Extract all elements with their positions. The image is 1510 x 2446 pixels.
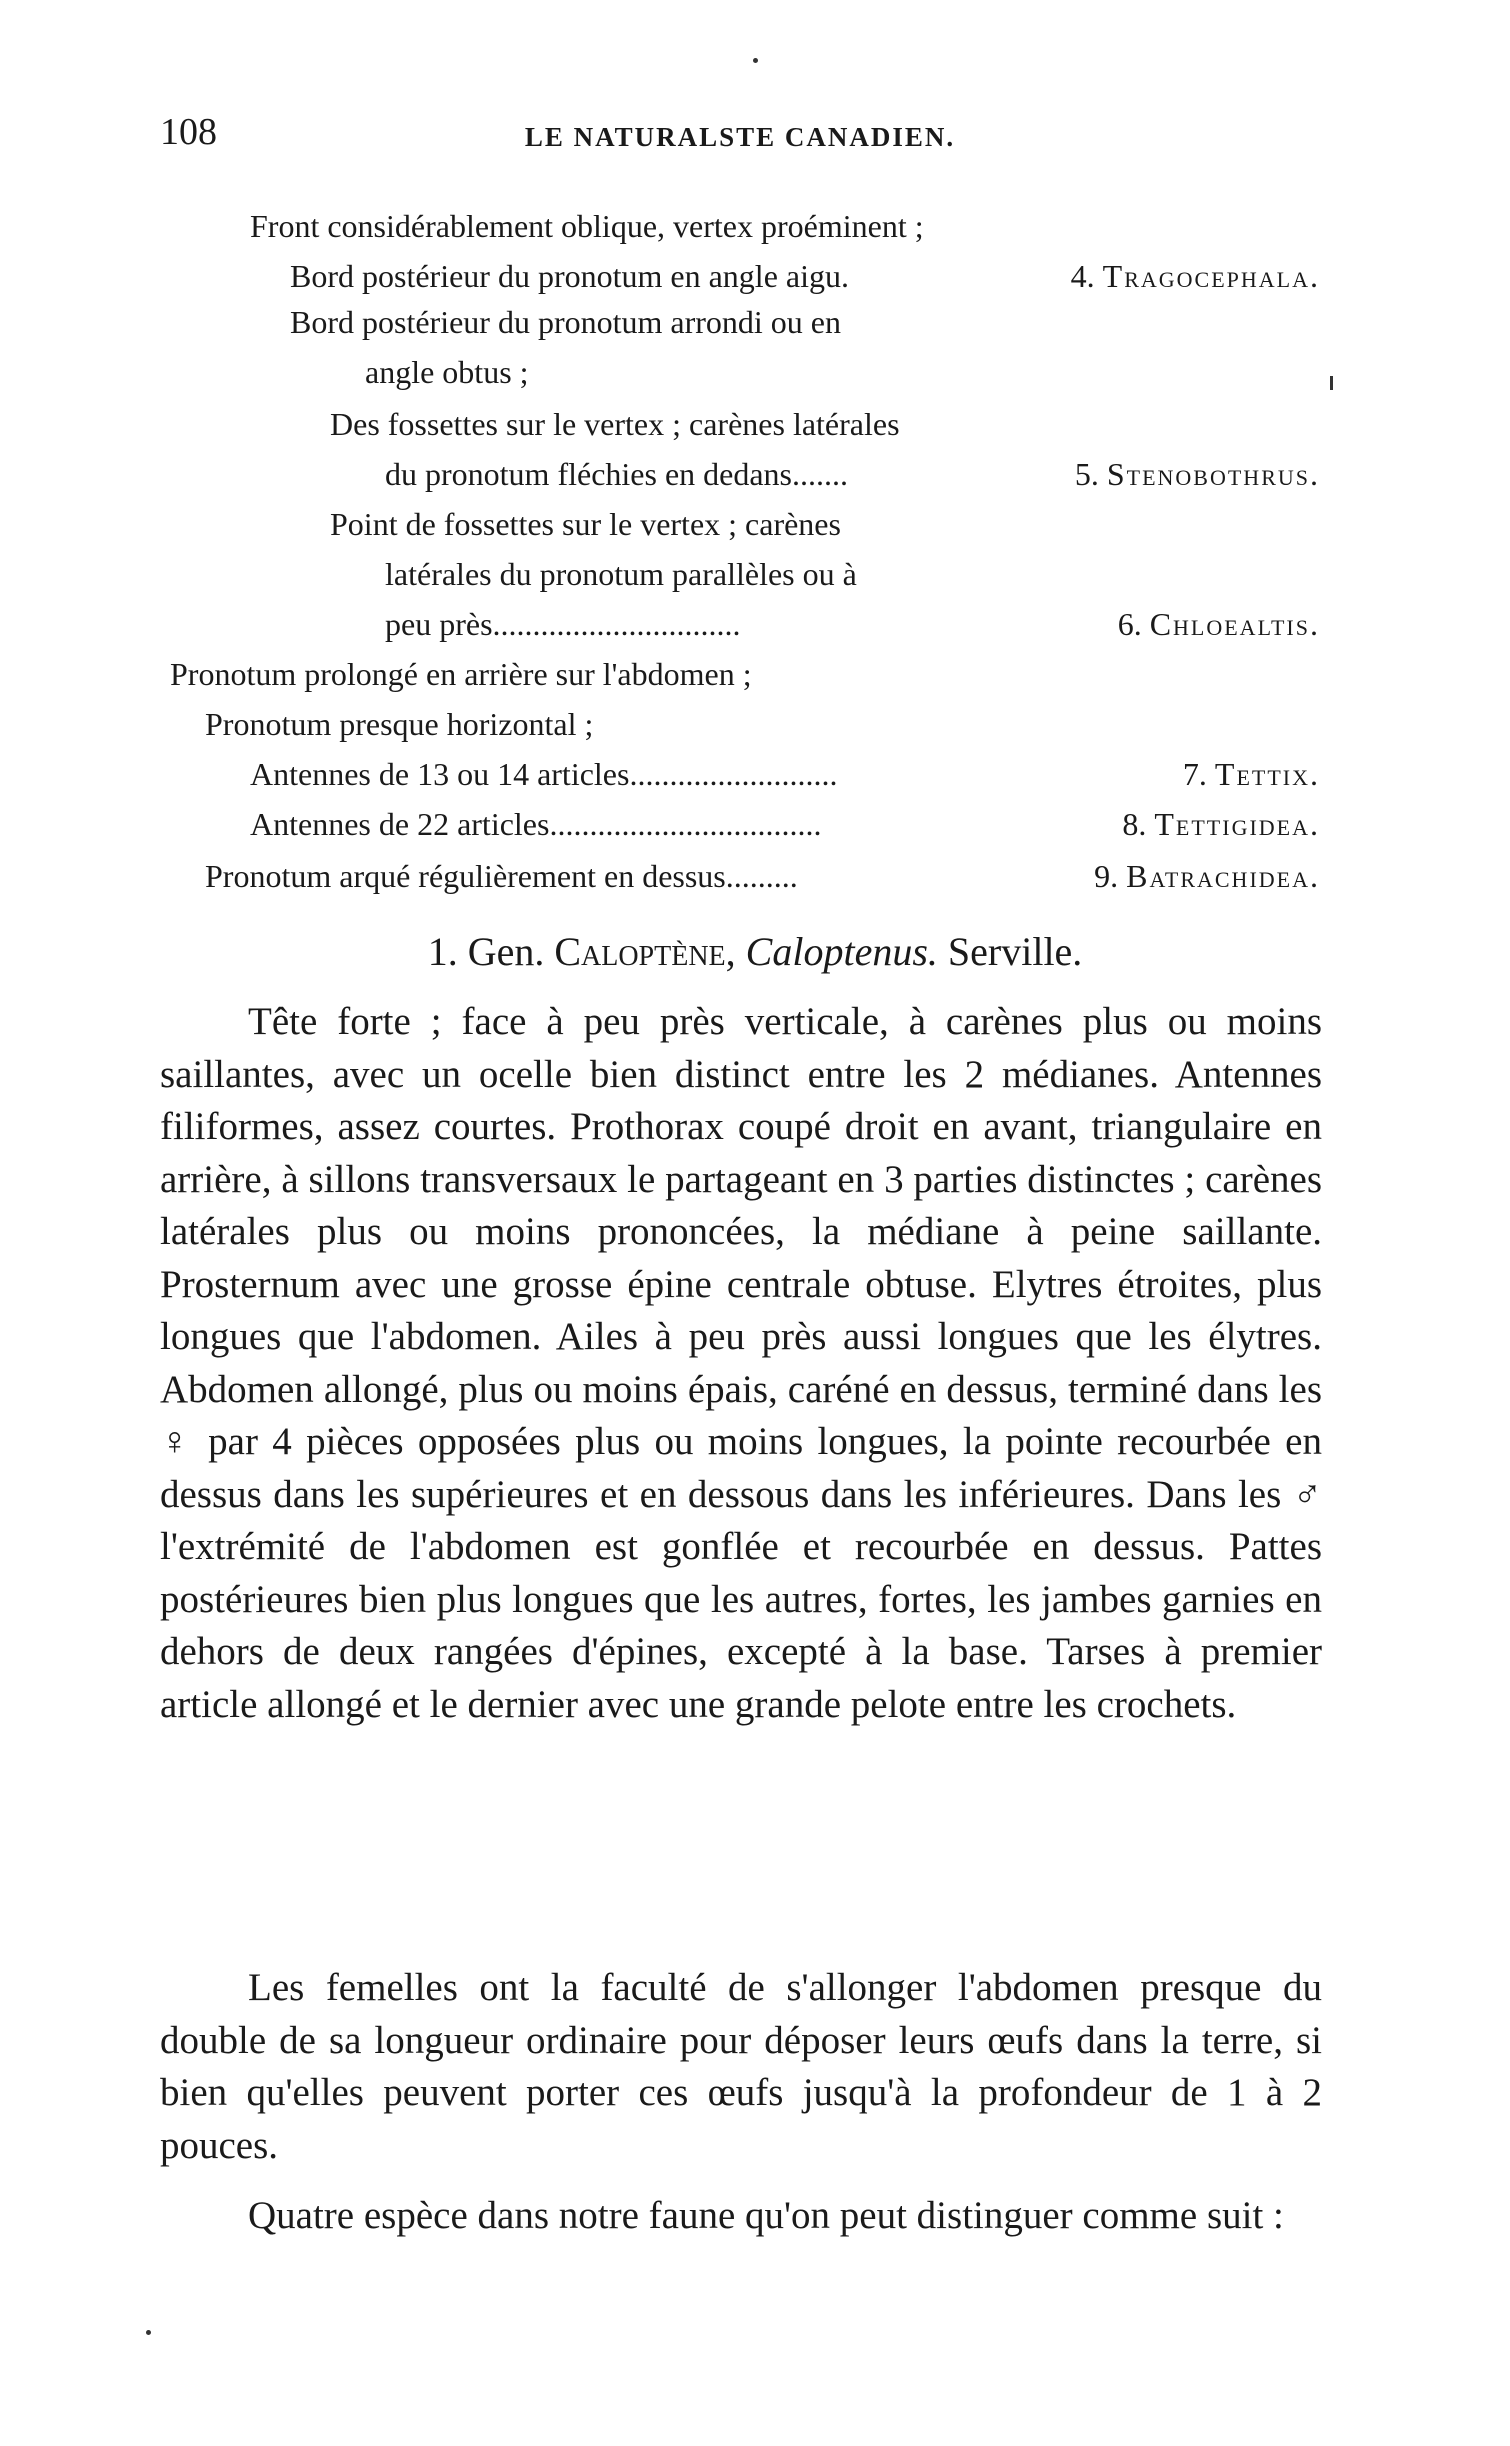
key-line: angle obtus ; — [365, 354, 529, 390]
key-genus-entry — [1118, 608, 1320, 640]
speck-mark — [1330, 376, 1333, 390]
description-paragraph: Tête forte ; face à peu près verticale, à carènes plus ou moins saillantes, avec un ocelle bien distinct entre les 2 médianes. Antennes filiformes, assez courtes. Prothorax coupé droit en avant, triangulaire en arrière, à sillons transversaux le partageant en 3 parties distinctes ; carènes latérales plus ou moins prononcées, la médiane à peine saillante. Prosternum avec une grosse épine centrale obtuse. Elytres étroites, plus longues que l'abdomen. Ailes à peu près aussi longues que les élytres. Abdomen allongé, plus ou moins épais, caréné en dessus, terminé dans les ♀ par 4 pièces opposées plus ou moins longues, la pointe recourbée en dessus dans les supérieures et en dessous dans les inférieures. Dans les ♂ l'extrémité de l'abdomen est gonflée et recourbée en dessus. Pattes postérieures bien plus longues que les autres, fortes, les jambes garnies en dehors de deux rangées d'épines, excepté à la base. Tarses à premier article allongé et le dernier avec une grande pelote entre les crochets. — [160, 1000, 1322, 1726]
key-genus: Chloealtis. — [1149, 606, 1320, 642]
key-genus-entry — [1183, 758, 1320, 790]
key-line: Bord postérieur du pronotum arrondi ou en — [290, 304, 841, 340]
key-line: du pronotum fléchies en dedans....... — [385, 456, 848, 492]
key-number: 4. — [1070, 258, 1095, 294]
key-genus: Tragocephala. — [1102, 258, 1320, 294]
key-line: Bord postérieur du pronotum en angle aigu. — [290, 258, 849, 294]
key-genus-entry — [1075, 458, 1320, 490]
key-number: 6. — [1117, 606, 1142, 642]
page-header — [160, 110, 1320, 170]
key-line: Antennes de 22 articles.................................. — [250, 806, 822, 842]
key-line: Pronotum prolongé en arrière sur l'abdomen ; — [170, 656, 752, 692]
speck-mark — [146, 2330, 151, 2335]
key-line: Front considérablement oblique, vertex proéminent ; — [250, 208, 924, 244]
key-line: Pronotum presque horizontal ; — [205, 706, 594, 742]
key-number: 5. — [1074, 456, 1099, 492]
key-line: Des fossettes sur le vertex ; carènes latérales — [330, 406, 900, 442]
genus-latin: Caloptenus. — [745, 929, 938, 974]
key-line: latérales du pronotum parallèles ou à — [385, 556, 857, 592]
key-genus: Batrachidea. — [1126, 858, 1320, 894]
key-genus: Tettix. — [1214, 756, 1320, 792]
key-line: Point de fossettes sur le vertex ; carènes — [330, 506, 841, 542]
key-genus: Tettigidea. — [1154, 806, 1320, 842]
key-line: Antennes de 13 ou 14 articles.......................... — [250, 756, 838, 792]
page-number: 108 — [160, 111, 217, 153]
key-number: 9. — [1094, 858, 1119, 894]
genus-heading — [0, 928, 1510, 975]
key-genus-entry — [1122, 808, 1320, 840]
key-number: 8. — [1122, 806, 1147, 842]
running-title: LE NATURALSTE CANADIEN. — [524, 122, 956, 152]
key-genus: Stenobothrus. — [1106, 456, 1320, 492]
key-genus-entry — [1071, 260, 1320, 292]
species-intro-paragraph: Quatre espèce dans notre faune qu'on peut distinguer comme suit : — [248, 2194, 1284, 2237]
genus-author: Serville. — [947, 929, 1083, 974]
genus-name: Caloptène, — [554, 929, 736, 974]
key-number: 7. — [1182, 756, 1207, 792]
key-genus-entry — [1094, 860, 1320, 892]
speck-mark — [753, 58, 758, 63]
femelles-paragraph: Les femelles ont la faculté de s'allonger l'abdomen presque du double de sa longueur ordinaire pour déposer leurs œufs dans la terre, si bien qu'elles peuvent porter ces œufs jusqu'à la profondeur de 1 à 2 pouces. — [160, 1966, 1322, 2167]
genus-prefix: 1. Gen. — [427, 929, 545, 974]
key-line: Pronotum arqué régulièrement en dessus......... — [205, 858, 798, 894]
key-line: peu près............................... — [385, 606, 741, 642]
